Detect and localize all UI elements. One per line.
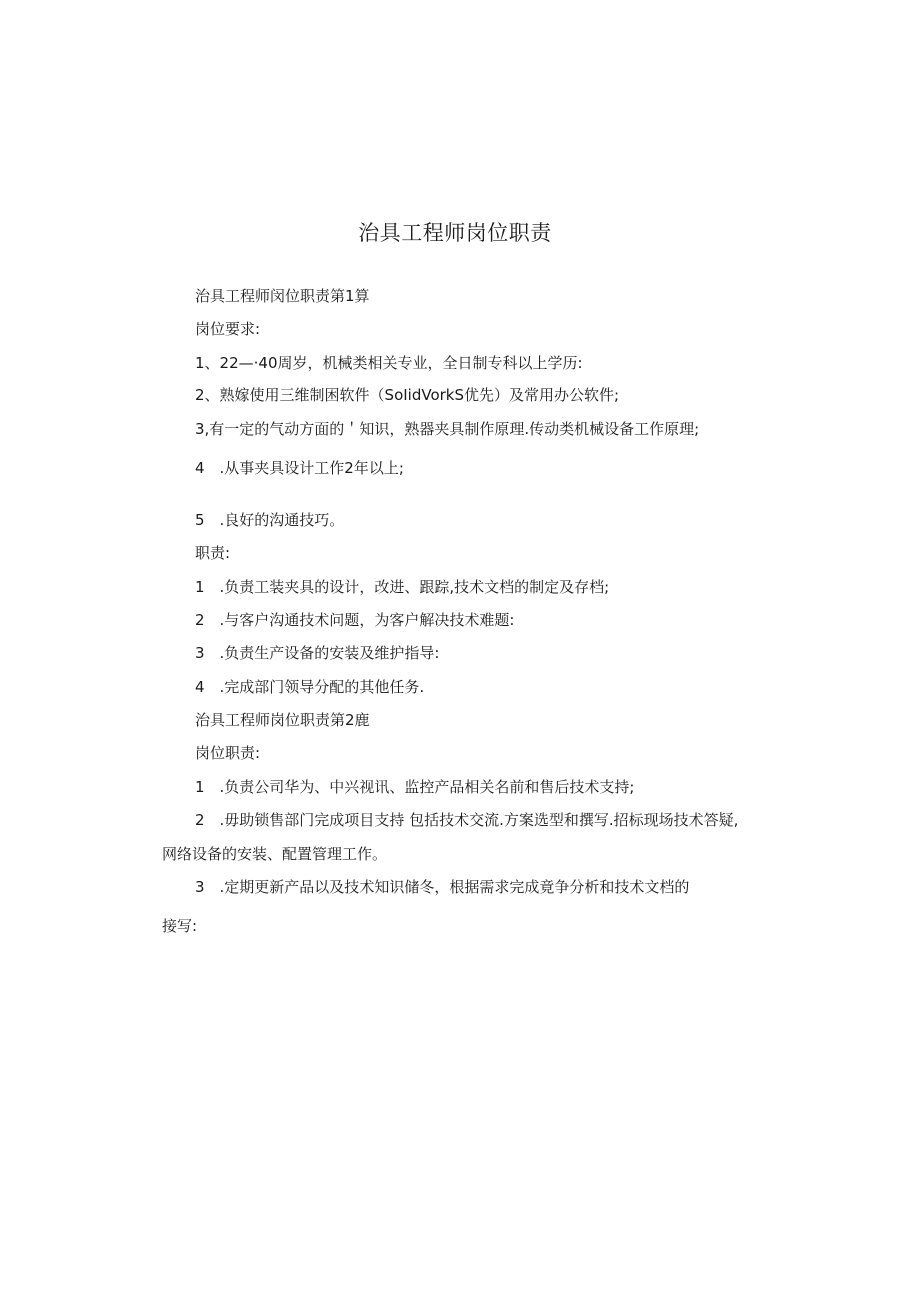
- job-duty-item-3-continued: 接写:: [162, 917, 198, 935]
- section-heading-1: 治具工程师闵位职责第1算: [195, 287, 370, 305]
- duties-heading: 职责:: [195, 544, 231, 562]
- duty-item-2: 2 .与客户沟通技术问题，为客户解决技术难题:: [195, 611, 515, 629]
- job-duty-item-2: 2 .毋助锁售部门完成项目支持 包括技术交流.方案选型和撰写.招标现场技术答疑,: [195, 811, 739, 829]
- section-heading-2: 治具工程师岗位职责第2鹿: [195, 711, 370, 729]
- requirement-item-4: 4 .从事夹具设计工作2年以上;: [195, 459, 404, 477]
- duty-item-4: 4 .完成部门领导分配的其他任务.: [195, 678, 425, 696]
- job-duty-item-2-continued: 网络设备的安装、配置管理工作。: [162, 845, 388, 863]
- requirement-item-1: 1、22—·40周岁，机械类相关专业，全日制专科以上学历:: [195, 354, 583, 372]
- job-duty-item-1: 1 .负责公司华为、中兴视讯、监控产品相关名前和售后技术支持;: [195, 778, 635, 796]
- requirements-heading: 岗位要求:: [195, 320, 261, 338]
- job-duties-heading: 岗位职责:: [195, 744, 261, 762]
- requirement-item-5: 5 .良好的沟通技巧。: [195, 511, 345, 529]
- requirement-item-2: 2、熟嫁使用三维制困软件（SoIidVorkS优先）及常用办公软件;: [195, 386, 620, 404]
- duty-item-1: 1 .负责工装夹具的设计，改进、跟踪,技术文档的制定及存档;: [195, 578, 610, 596]
- duty-item-3: 3 .负责生产设备的安装及维护指导:: [195, 644, 440, 662]
- job-duty-item-3: 3 .定期更新产品以及技术知识储冬，根据需求完成竟争分析和技术文档的: [195, 878, 690, 896]
- requirement-item-3: 3,有一定的气动方面的＇知识，熟器夹具制作原理.传动类机械设备工作原理;: [195, 420, 700, 438]
- document-title: 治具工程师岗位职责: [358, 221, 552, 245]
